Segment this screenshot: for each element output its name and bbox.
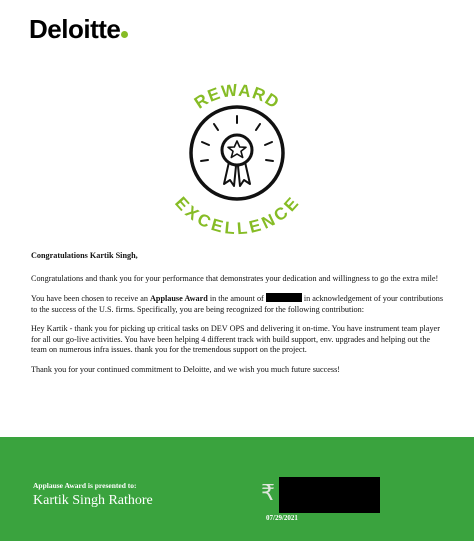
para2-mid: in the amount of (207, 294, 266, 303)
logo-dot (121, 31, 128, 38)
award-footer (0, 437, 474, 541)
letter-paragraph-4: Thank you for your continued commitment to Deloitte, and we wish you much future success! (31, 364, 341, 374)
recipient-name: Kartik Singh Rathore (33, 493, 153, 508)
award-date: 07/29/2021 (266, 514, 298, 522)
redacted-amount (266, 293, 302, 302)
letter-paragraph-3: Hey Kartik - thank you for picking up critical tasks on DEV OPS and delivering it on-time. You have instrument team player for all our go-live activities. You have been helping 4 different track with build support, env. upgrades and helping out the team on numerous infra issues. thank you for the tremendous support on the project. (31, 324, 440, 354)
award-medal-icon (222, 135, 252, 186)
letter-salutation: Congratulations Kartik Singh, (31, 251, 138, 260)
letter-paragraph-1: Congratulations and thank you for your performance that demonstrates your dedication and willingness to go the extra mile! (31, 273, 439, 283)
award-name: Applause Award (149, 294, 208, 303)
para2-before: You have been chosen to receive an (31, 294, 150, 303)
award-letter (31, 251, 445, 384)
emblem-top-text: REWARD (190, 80, 284, 113)
letter-paragraph-2 (31, 293, 445, 315)
rupee-icon: ₹ (261, 481, 275, 506)
emblem-bottom-text: EXCELLENCE (171, 193, 303, 239)
presented-label: Applause Award is presented to: (33, 481, 137, 490)
para2-after: in acknowledgement of your contributions to the success of the U.S. firms. Specifically, you are being recognized for the following contribution: (31, 294, 444, 314)
logo-wordmark: Deloitte (29, 14, 121, 44)
reward-excellence-emblem (152, 70, 322, 240)
deloitte-logo (29, 14, 128, 45)
redacted-award-amount (279, 477, 380, 513)
